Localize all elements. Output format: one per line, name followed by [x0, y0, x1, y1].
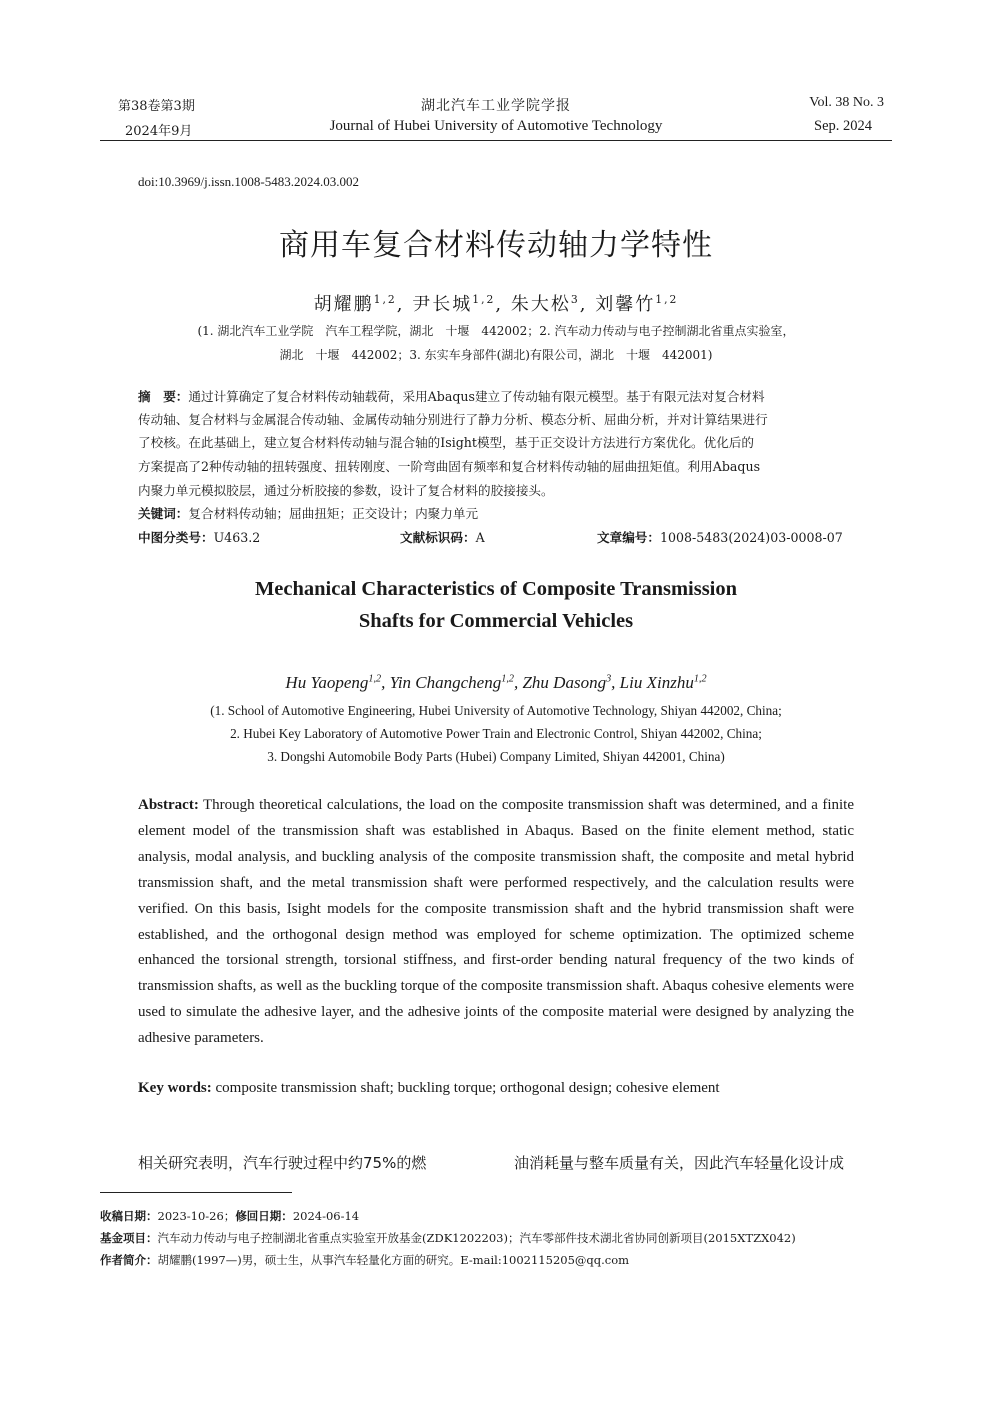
- keywords-en-label: Key words:: [138, 1080, 212, 1096]
- abstract-cn-line: 内聚力单元模拟胶层，通过分析胶接的参数，设计了复合材料的胶接接头。: [138, 483, 554, 498]
- header-rule: [100, 140, 892, 141]
- body-text-right-column: 油消耗量与整车质量有关，因此汽车轻量化设计成: [514, 1154, 845, 1172]
- publish-date-en: Sep. 2024: [814, 118, 872, 134]
- publish-date-cn: 2024年9月: [125, 124, 193, 139]
- author-cn: 刘馨竹$^{1,2}$: [595, 293, 679, 315]
- journal-name-cn: 湖北汽车工业学院学报: [421, 98, 571, 114]
- author-en: Yin Changcheng$^{1,2}$,: [389, 673, 523, 692]
- doi: doi:10.3969/j.issn.1008-5483.2024.03.002: [138, 174, 360, 189]
- author-cn: 朱大松$^3$,: [510, 293, 588, 315]
- footnote-author: 作者简介：胡耀鹏(1997—)男，硕士生，从事汽车轻量化方面的研究。E-mail:1002115205@qq.com: [100, 1253, 630, 1267]
- keywords-en: Key words: composite transmission shaft; buckling torque; orthogonal design; cohesive element: [138, 1080, 720, 1096]
- document-code: 文献标识码：A: [400, 530, 485, 545]
- author-en: Zhu Dasong$^3$,: [522, 673, 620, 692]
- author-cn: 尹长城$^{1,2}$,: [412, 293, 504, 315]
- affiliation-cn-line: (1. 湖北汽车工业学院 汽车工程学院，湖北 十堰 442002；2. 汽车动力传动与电子控制湖北省重点实验室，: [197, 324, 795, 338]
- affiliation-en-line: (1. School of Automotive Engineering, Hubei University of Automotive Technology, Shiyan 442002, China;: [210, 703, 782, 718]
- authors-cn: [0, 290, 992, 316]
- article-number: 文章编号：1008-5483(2024)03-0008-07: [597, 530, 843, 545]
- abstract-cn-label: 摘 要：: [138, 389, 189, 404]
- title-en-line: Shafts for Commercial Vehicles: [358, 610, 634, 632]
- keywords-cn-label: 关键词：: [138, 506, 189, 521]
- affiliation-cn-line: 湖北 十堰 442002；3. 东实车身部件(湖北)有限公司，湖北 十堰 442001): [279, 348, 713, 362]
- authors-en: [0, 673, 992, 693]
- abstract-en-label: Abstract:: [138, 797, 199, 813]
- affiliation-en-line: 2. Hubei Key Laboratory of Automotive Power Train and Electronic Control, Shiyan 442002, China;: [230, 726, 762, 741]
- title-en-line: Mechanical Characteristics of Composite Transmission: [254, 578, 738, 600]
- abstract-cn-line: 了校核。在此基础上，建立复合材料传动轴与混合轴的Isight模型，基于正交设计方法进行方案优化。优化后的: [138, 435, 755, 450]
- clc-number: 中图分类号：U463.2: [138, 530, 261, 545]
- author-cn: 胡耀鹏$^{1,2}$,: [313, 293, 405, 315]
- keywords-cn: 关键词：复合材料传动轴；屈曲扭矩；正交设计；内聚力单元: [138, 506, 479, 521]
- abstract-cn-line: 方案提高了2种传动轴的扭转强度、扭转刚度、一阶弯曲固有频率和复合材料传动轴的屈曲扭矩值。利用Abaqus: [138, 459, 761, 474]
- issue-number: 第38卷第3期: [118, 99, 195, 114]
- volume-number: Vol. 38 No. 3: [809, 95, 884, 110]
- journal-name-en: Journal of Hubei University of Automotive Technology: [329, 118, 663, 134]
- body-text-left-column: 相关研究表明，汽车行驶过程中约75%的燃: [138, 1154, 427, 1172]
- affiliation-en-line: 3. Dongshi Automobile Body Parts (Hubei) Company Limited, Shiyan 442001, China): [267, 749, 725, 764]
- author-en: Liu Xinzhu$^{1,2}$: [619, 673, 707, 692]
- abstract-en: Abstract: Through theoretical calculations, the load on the composite transmission shaft was determined, and a finite element model of the transmission shaft was established in Abaqus. Based on the finite element method, static analysis, modal analysis, and buckling analysis of the composite transmission shaft, the composite and metal hybrid transmission shaft, and the metal transmission shaft were performed respectively, and the calculation results were verified. On this basis, Isight models for the composite transmission shaft and the hybrid transmission shaft were established, and the orthogonal design method was employed for scheme optimization. The optimized scheme enhanced the torsional strength, torsional stiffness, and first-order bending natural frequency of the two kinds of transmission shafts, as well as the buckling torque of the composite transmission shaft. Abaqus cohesive elements were used to simulate the adhesive layer, and the adhesive joints of the composite material were designed by analyzing the adhesive parameters.: [138, 797, 855, 1047]
- footnote-dates: 收稿日期：2023-10-26；修回日期：2024-06-14: [100, 1209, 360, 1223]
- footnote-rule: [100, 1192, 292, 1193]
- title-cn: 商用车复合材料传动轴力学特性: [279, 228, 713, 263]
- abstract-cn-line: 传动轴、复合材料与金属混合传动轴、金属传动轴分别进行了静力分析、模态分析、屈曲分析，并对计算结果进行: [138, 412, 768, 427]
- author-en: Hu Yaopeng$^{1,2}$,: [285, 673, 390, 692]
- abstract-cn-line: 摘 要：通过计算确定了复合材料传动轴载荷，采用Abaqus建立了传动轴有限元模型。基于有限元法对复合材料: [138, 389, 765, 404]
- footnote-fund: 基金项目：汽车动力传动与电子控制湖北省重点实验室开放基金(ZDK1202203)；汽车零部件技术湖北省协同创新项目(2015XTZX042): [100, 1231, 796, 1245]
